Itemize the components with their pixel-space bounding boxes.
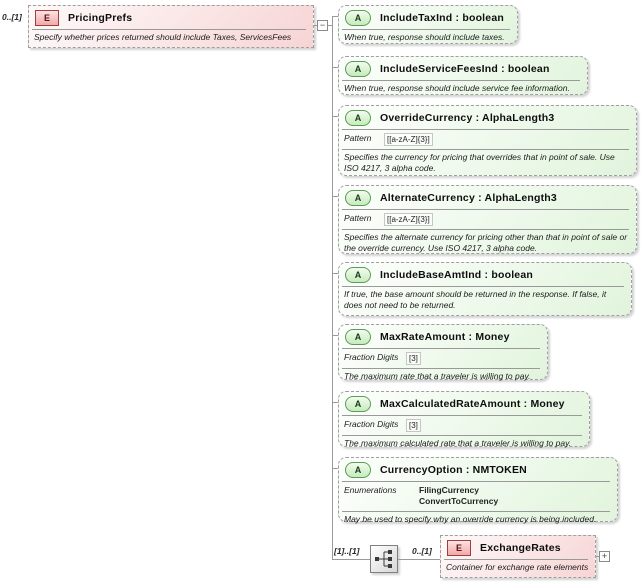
facet-row	[339, 130, 636, 148]
facet-label: Pattern	[344, 213, 372, 223]
connector-line	[332, 559, 370, 560]
attribute-overridecurrency[interactable]	[338, 105, 637, 176]
attribute-includebaseamtind[interactable]	[338, 262, 632, 316]
element-title: ExchangeRates	[480, 542, 561, 554]
root-cardinality-label: 0..[1]	[2, 12, 22, 22]
attribute-title: OverrideCurrency : AlphaLength3	[380, 112, 555, 124]
attribute-header	[339, 325, 547, 347]
connector-line	[398, 559, 440, 560]
facet-label: Fraction Digits	[344, 352, 399, 362]
collapse-button[interactable]: −	[317, 20, 328, 31]
attribute-title: IncludeServiceFeesInd : boolean	[380, 63, 550, 75]
element-icon: E	[447, 540, 471, 556]
attribute-annotation: When true, response should include service fee information.	[344, 83, 570, 93]
sequence-cardinality-label: [1]..[1]	[334, 546, 360, 556]
element-pricingprefs-header	[29, 6, 313, 28]
facet-row	[339, 416, 589, 434]
attribute-includetaxind[interactable]	[338, 5, 518, 44]
attribute-includeservicefeesind[interactable]	[338, 56, 588, 95]
attribute-icon: A	[345, 329, 371, 345]
element-annotation: Container for exchange rate elements	[446, 562, 589, 572]
facet-label: Enumerations	[344, 485, 397, 495]
attribute-title: IncludeTaxInd : boolean	[380, 12, 504, 24]
attribute-alternatecurrency[interactable]	[338, 185, 637, 254]
facet-value: [3]	[406, 419, 421, 432]
attribute-title: MaxCalculatedRateAmount : Money	[380, 398, 565, 410]
facet-label: Pattern	[344, 133, 372, 143]
element-icon: E	[35, 10, 59, 26]
attribute-maxrateamount[interactable]	[338, 324, 548, 380]
attribute-header	[339, 6, 517, 28]
attribute-title: IncludeBaseAmtInd : boolean	[380, 269, 533, 281]
attribute-annotation: The maximum rate that a traveler is willing to pay.	[344, 371, 531, 381]
enumeration-value: ConvertToCurrency	[419, 496, 499, 507]
attribute-header	[339, 263, 631, 285]
attribute-icon: A	[345, 190, 371, 206]
attribute-icon: A	[345, 396, 371, 412]
expand-button[interactable]: +	[599, 551, 610, 562]
attribute-icon: A	[345, 61, 371, 77]
attribute-icon: A	[345, 110, 371, 126]
facet-value: [[a-zA-Z]{3}]	[384, 213, 433, 226]
attribute-header	[339, 57, 587, 79]
element-title: PricingPrefs	[68, 12, 133, 24]
attribute-title: CurrencyOption : NMTOKEN	[380, 464, 527, 476]
attribute-header	[339, 458, 617, 480]
facet-row	[339, 349, 547, 367]
attribute-annotation: The maximum calculated rate that a traveler is willing to pay.	[344, 438, 572, 448]
facet-row	[339, 482, 617, 510]
attribute-header	[339, 392, 589, 414]
sequence-glyph	[373, 548, 395, 570]
attribute-annotation: Specifies the currency for pricing that overrides that in point of sale. Use ISO 4217, 3 alpha code.	[344, 152, 615, 174]
attribute-annotation: May be used to specify why an override currency is being included.	[344, 513, 597, 524]
attribute-icon: A	[345, 267, 371, 283]
facet-value: [3]	[406, 352, 421, 365]
facet-label: Fraction Digits	[344, 419, 399, 429]
attribute-header	[339, 186, 636, 208]
child-cardinality-label: 0..[1]	[412, 546, 432, 556]
attribute-icon: A	[345, 10, 371, 26]
sequence-icon[interactable]	[370, 545, 398, 573]
attribute-title: AlternateCurrency : AlphaLength3	[380, 192, 557, 204]
attribute-title: MaxRateAmount : Money	[380, 331, 510, 343]
facet-row	[339, 210, 636, 228]
element-exchangerates[interactable]	[440, 535, 596, 578]
enumeration-value: FilingCurrency	[419, 485, 479, 495]
attribute-header	[339, 106, 636, 128]
attribute-annotation: If true, the base amount should be returned in the response. If false, it does not need to be returned.	[344, 289, 607, 311]
attribute-currencyoption[interactable]	[338, 457, 618, 522]
element-exchangerates-header	[441, 536, 595, 558]
enumeration-values	[419, 485, 498, 508]
attribute-icon: A	[345, 462, 371, 478]
facet-value: [[a-zA-Z]{3}]	[384, 133, 433, 146]
attribute-maxcalculatedrateamount[interactable]	[338, 391, 590, 447]
connector-trunk	[332, 16, 333, 559]
attribute-annotation: Specifies the alternate currency for pricing other than that in point of sale or the override currency. Use ISO 4217, 3 alpha code.	[344, 232, 628, 254]
element-pricingprefs[interactable]	[28, 5, 314, 48]
attribute-annotation: When true, response should include taxes.	[344, 32, 505, 42]
element-annotation: Specify whether prices returned should include Taxes, ServicesFees	[34, 32, 292, 42]
